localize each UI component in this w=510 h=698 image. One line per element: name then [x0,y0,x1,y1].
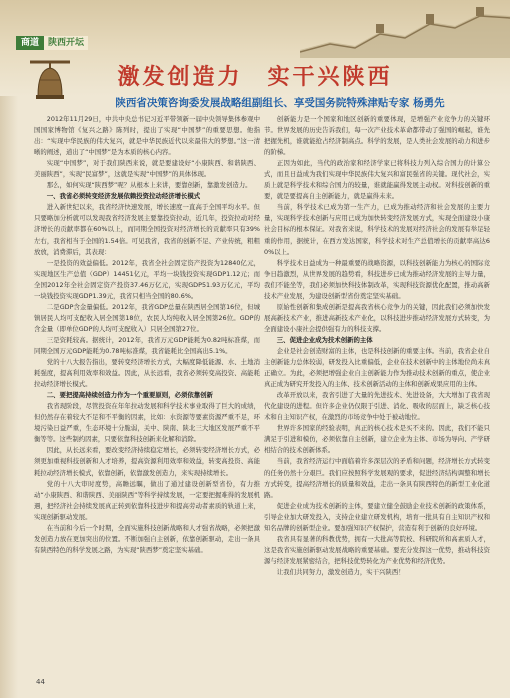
paragraph: 二是GDP含金量偏低。2012年，我省GDP总量在陕西居全国第16位，但城镇居民人均可支配收入居全国第18位，农民人均纯收入居全国第26位。GDP的含金量（即单位GDP的人均可支配收入）只居全国第27位。 [34,302,260,333]
article-title: 激发创造力 实干兴陕西 [117,65,393,90]
paragraph: 因此，从长远来看，要改变经济持续稳定增长，必须转变经济增长方式，必须更加重视科技创新和人才培养，提高资源利用效率和效益，转变高投资、高能耗拉动经济增长模式，依靠创新，依靠激发创造力，来实现持续增长。 [34,446,260,477]
section-heading: 三、促进企业成为技术创新的主体 [276,335,373,344]
paragraph: 进入新世纪以来，我省经济快速发展，增长速度一直高于全国平均水平。但只要略加分析就可以发现我省经济发展主要靠投资拉动，近几年，投资拉动对经济增长的贡献率都在60%以上，而同期全国投资对经济增长的贡献率只有39%左右，我省相当于全国的1.54倍。可见我省，我省的创新不足、产业传统，粗粗放放，消费滞后，其表现： [34,203,260,256]
paragraph: 促进企业成为技术创新的主体，要建立健全鼓励企业技术创新的政策体系，引导企业加大研发投入，支持企业建立研发机构，培育一批具有自主知识产权和知名品牌的创新型企业。要加强知识产权保护，营造有利于创新的良好环境。 [264,501,490,532]
paragraph: 世界许多国家的经验表明，真正的核心技术是买不来的。因此，我们不能只满足于引进和模仿，必须依靠自主创新，建立企业为主体、市场为导向、产学研相结合的技术创新体系。 [264,424,490,455]
paragraph: 一是投资的效益偏低。2012年，我省全社会固定资产投资为12840亿元，实现地区生产总值（GDP）14451亿元，平均一块钱投资实现GDP1.12元；而全国2012年全社会固定资产投资37.46万亿元，实现GDP51.93万亿元，平均一块钱投资实现GDP1.39元，我省只相当全国的80.6%。 [34,258,260,300]
paragraph: 当前，科学技术已成为第一生产力，已成为推动经济和社会发展的主要力量，实现科学技术创新与应用已成为加快转变经济发展方式，实现全面建设小康社会目标的根本保证。对我省来说，科学技术的发展对经济社会的发展有举足轻重的作用，据统计，在西方发达国家，科学技术对生产总值增长的贡献率高达60%以上。 [264,203,490,256]
paragraph: 原始性创新和集成创新是提高我省核心竞争力的关键，因此我们必须加快发展高新技术产业，推进高新技术产业化，以科技进步推动经济发展方式转变，为全面建设小康社会提供强有力的科技支撑。 [264,302,490,333]
section-name: 陕西开坛 [44,36,88,50]
paragraph: 让我们共同努力，激发创造力，实干兴陕西！ [276,567,405,576]
section-heading: 二、要把提高持续创造力作为一个重要原则，必须依靠创新 [46,391,213,400]
paragraph: 企业是社会创造财富的主体，也是科技创新的重要主体。当前，我省企业自主创新能力总体较弱，研发投入比重偏低，企业在技术创新中的主体地位尚未真正确立。为此，必须把增强企业自主创新能力作为推动技术创新的重点，使企业真正成为研究开发投入的主体、技术创新活动的主体和创新成果应用的主体。 [264,346,490,389]
page-number: 44 [36,678,45,686]
section-badge: 商道 [16,36,44,50]
decorative-margin [0,96,18,698]
paragraph: 科学技术日益成为一种最重要的战略资源，以科技创新能力为核心的国际竞争日趋激烈，从世界发展的趋势看，科技进步已成为推动经济发展的主导力量，我们不能坐等，我们必须加快科技体制改革，实现科技资源优化配置，推动高新技术产业发展，为建设创新型省份奠定坚实基础。 [264,258,490,300]
paragraph: 当前，我省经济运行中面临着许多深层次的矛盾和问题，经济增长方式转变的任务仍然十分艰巨。我们应按照科学发展观的要求，促进经济结构调整和增长方式转变，提高经济增长的质量和效益，走出一条具有陕西特色的新型工业化道路。 [264,457,490,499]
section-heading: 一、我省必须转变经济发展依赖投资拉动经济增长模式 [46,192,201,201]
paragraph: 实现“中国梦”，对于我们陕西来说，就是要建设好“小康陕西、和谐陕西、美丽陕西”，实现“民富梦”，这就是实现“中国梦”的具体体现。 [34,159,260,179]
paragraph: 我省具有显著的科教优势，拥有一大批高等院校、科研院所和高素质人才，这是我省实施创新驱动发展战略的重要基础。要充分发挥这一优势，推动科技资源与经济发展紧密结合，把科技优势转化为产业优势和经济优势。 [264,534,490,565]
section-tag [16,36,88,50]
left-column [34,114,260,670]
paragraph: 创新能力是一个国家和地区创新的重要体现，是增强产业竞争力的关键环节。世界发展的历史告诉我们，每一次产业技术革命都带动了强国的崛起，谁先把握先机，谁就能抢占经济制高点。科学的发展，是人类社会发展的动力和进步的阶梯。 [264,115,490,157]
paragraph: 党的十八大审时度势，高瞻远瞩，做出了通过建设创新型省份，有力推动“小康陕西、和谐陕西、美丽陕西”等科学持续发展，一定要把握难得的发展机遇，把经济社会持续发展真正转到依靠科技进步和提高劳动者素质的轨道上来，实现创新驱动发展。 [34,479,260,521]
great-wall-illustration [300,6,510,58]
paragraph: 正因为如此，当代的政治家和经济学家已将科技力列入综合国力的计算公式，而且日益成为我们实现中华民族伟大复兴和富民强省的关键。现代社会，实质上就是科学技术和综合国力的较量，谁就能赢得发展主动权。对科技创新的重要，就是要提高自主创新能力，就是赢得未来。 [264,159,490,201]
paragraph: 2012年11月29日，中共中央总书记习近平带领新一届中央领导集体参观中国国家博物馆《复兴之路》陈列时，提出了实现“中国梦”的重要思想。他指出：“实现中华民族的伟大复兴，就是中华民族近代以来最伟大的梦想。”这一清晰的阐述，道出了“中国梦”是为本质的核心内容。 [34,115,260,157]
paragraph: 三是资耗较高。据统计，2012年，我省万元GDP能耗为0.82吨标准煤，而同期全国万元GDP能耗为0.78吨标准煤，我省能耗比全国高出5.1%。 [34,335,260,355]
paragraph: 在当前和今后一个时期，全面实施科技创新战略和人才强省战略，必须把激发创造力放在更加突出的位置。不断加强自主创新，依靠创新驱动，走出一条具有陕西特色的科学发展之路，为实现“陕西梦”奠定坚实基础。 [34,523,260,554]
paragraph: 党的十八大报告指出，要转变经济增长方式，大幅度降低能源、水、土地消耗强度，提高利用效率和效益。因此，从长远看，我省必须转变高投资、高能耗拉动经济增长模式。 [34,358,260,389]
paragraph: 我省现阶段，尽管投资在年年拉动发展和科学技术事业取得了巨大的成绩，但仍然存在着较大不足和不平衡的因素，比如：水资源等要素资源严重不足，环境污染日益严重，生态环境十分脆弱，关中、陕南、陕北三大地区发展严重不平衡等等。这些制约因素，只要依靠科技创新来化解和消除。 [34,402,260,444]
right-column [264,114,490,670]
article-byline: 陕西省决策咨询委发展战略组副组长、享受国务院特殊津贴专家 杨勇先 [115,97,445,109]
paragraph: 改革开放以来，我省引进了大量的先进技术、先进设备，大大增加了我省现代化建设的进程。但许多企业仍仅限于引进、消化、吸收的层面上，缺乏核心技术和自主知识产权，在激烈的市场竞争中处于被动地位。 [264,391,490,422]
paragraph: 那么，如何实现“陕西梦”呢？从根本上来讲，要靠创新，靠激发创造力。 [46,181,252,190]
